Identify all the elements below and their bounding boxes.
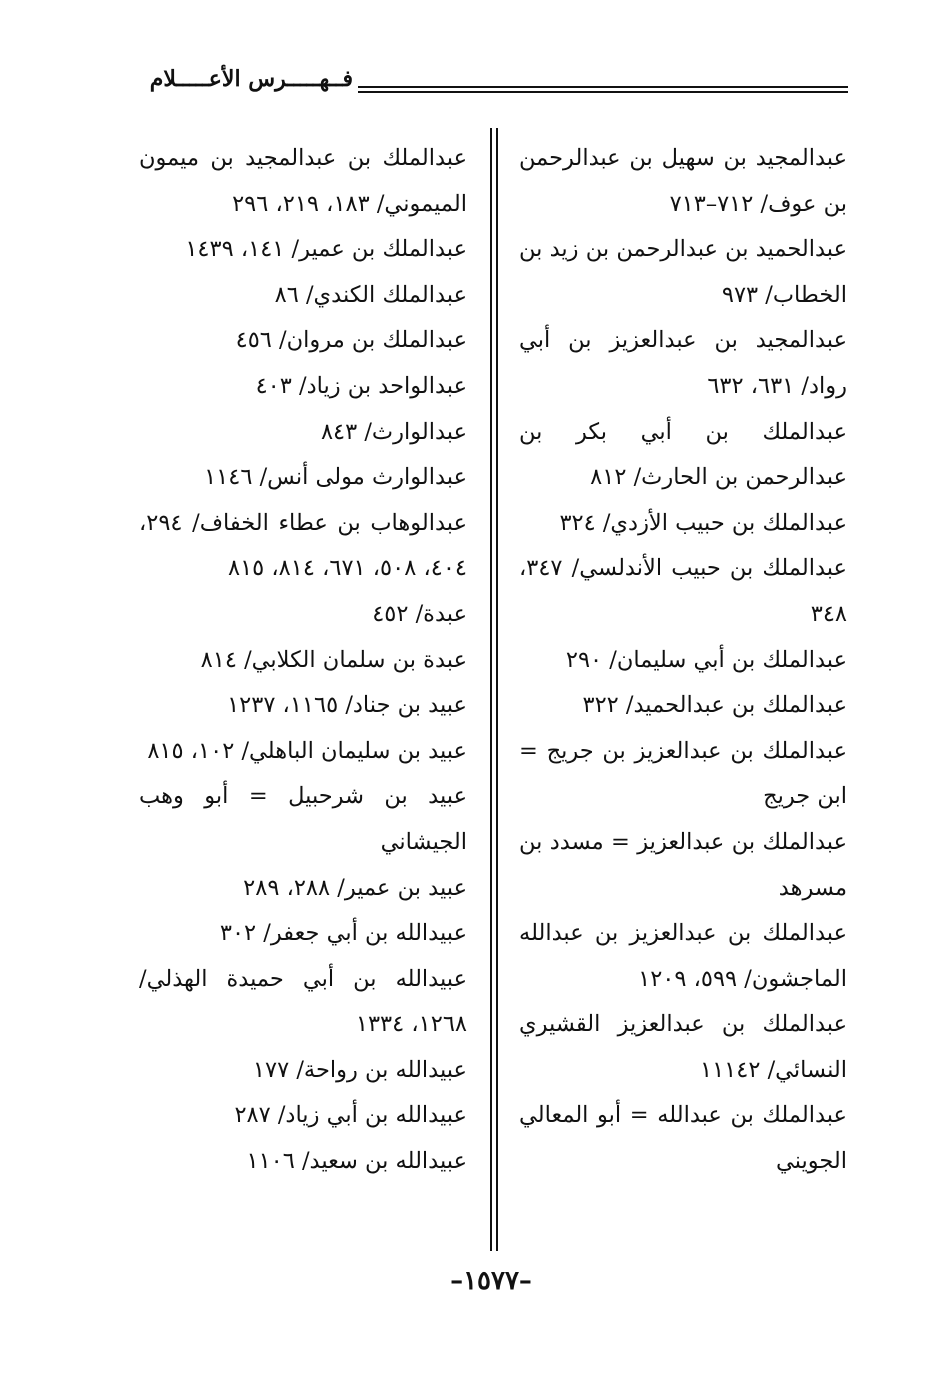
index-entry: عبدالملك بن عبدالله = أبو المعالي الجويني (519, 1102, 847, 1175)
index-entry: عبيد بن عمير/ ٢٨٨، ٢٨٩ (243, 874, 467, 901)
index-entry: عبدالملك بن عمير/ ١٤١، ١٤٣٩ (185, 236, 467, 263)
index-entry: عبدالمجيد بن عبدالعزيز بن أبي رواد/ ٦٣١، ٦٣٢ (519, 327, 847, 399)
index-column-right (519, 136, 847, 1185)
index-entry: عبدة بن سلمان الكلابي/ ٨١٤ (200, 646, 467, 673)
index-entry: عبدة/ ٤٥٢ (372, 600, 467, 627)
index-entry: عبدالملك بن حبيب الأزدي/ ٣٢٤ (559, 509, 847, 536)
index-entry: عبيد بن سليمان الباهلي/ ١٠٢، ٨١٥ (147, 737, 467, 764)
index-column-left (139, 136, 467, 1185)
index-entry: عبدالوارث مولى أنس/ ١١٤٦ (204, 464, 467, 491)
index-entry: عبدالملك بن عبدالعزيز بن جريج = ابن جريج (519, 737, 847, 810)
index-entry: عبدالواحد بن زياد/ ٤٠٣ (255, 372, 467, 399)
index-entry: عبيدالله بن أبي حميدة الهذلي/ ١٢٦٨، ١٣٣٤ (139, 965, 467, 1038)
index-entry: عبدالمجيد بن سهيل بن عبدالرحمن بن عوف/ ٧١٢–٧١٣ (519, 145, 847, 217)
index-entry: عبدالملك بن عبدالعزيز = مسدد بن مسرهد (519, 828, 847, 901)
header-double-rule (358, 86, 848, 93)
index-entry: عبيدالله بن رواحة/ ١٧٧ (252, 1056, 467, 1083)
index-entry: عبيد بن جناد/ ١١٦٥، ١٢٣٧ (227, 692, 467, 719)
index-entry: عبدالملك بن حبيب الأندلسي/ ٣٤٧، ٣٤٨ (519, 555, 847, 627)
index-entry: عبيد بن شرحبيل = أبو وهب الجيشاني (139, 783, 467, 855)
column-divider (490, 128, 498, 1251)
index-entry: عبدالوهاب بن عطاء الخفاف/ ٢٩٤، ٤٠٤، ٥٠٨، ٦٧١، ٨١٤، ٨١٥ (139, 509, 467, 582)
index-entry: عبدالملك بن عبدالحميد/ ٣٢٢ (582, 692, 847, 719)
index-entry: عبدالملك بن عبدالمجيد بن ميمون الميموني/ ١٨٣، ٢١٩، ٢٩٦ (139, 145, 467, 217)
page-number: –١٥٧٧– (450, 1266, 532, 1296)
index-entry: عبدالملك بن مروان/ ٤٥٦ (235, 327, 467, 354)
index-entry: عبدالملك بن أبي سليمان/ ٢٩٠ (565, 646, 847, 673)
index-entry: عبيدالله بن سعيد/ ١١٠٦ (246, 1148, 467, 1175)
index-entry: عبيدالله بن أبي زياد/ ٢٨٧ (234, 1102, 467, 1129)
index-entry: عبيدالله بن أبي جعفر/ ٣٠٢ (219, 920, 467, 947)
index-entry: عبدالملك بن أبي بكر بن عبدالرحمن بن الحارث/ ٨١٢ (519, 418, 847, 491)
index-entry: عبدالملك بن عبدالعزيز القشيري النسائي/ ١١١٤٢ (519, 1011, 847, 1083)
index-entry: عبدالحميد بن عبدالرحمن بن زيد بن الخطاب/ ٩٧٣ (519, 236, 847, 308)
index-entry: عبدالملك بن عبدالعزيز بن عبدالله الماجشون/ ٥٩٩، ١٢٠٩ (519, 920, 847, 992)
index-entry: عبدالملك الكندي/ ٨٦ (274, 281, 467, 308)
page-header-title: فــهـــــرس الأعـــــلام (149, 66, 353, 92)
index-entry: عبدالوارث/ ٨٤٣ (320, 418, 467, 445)
